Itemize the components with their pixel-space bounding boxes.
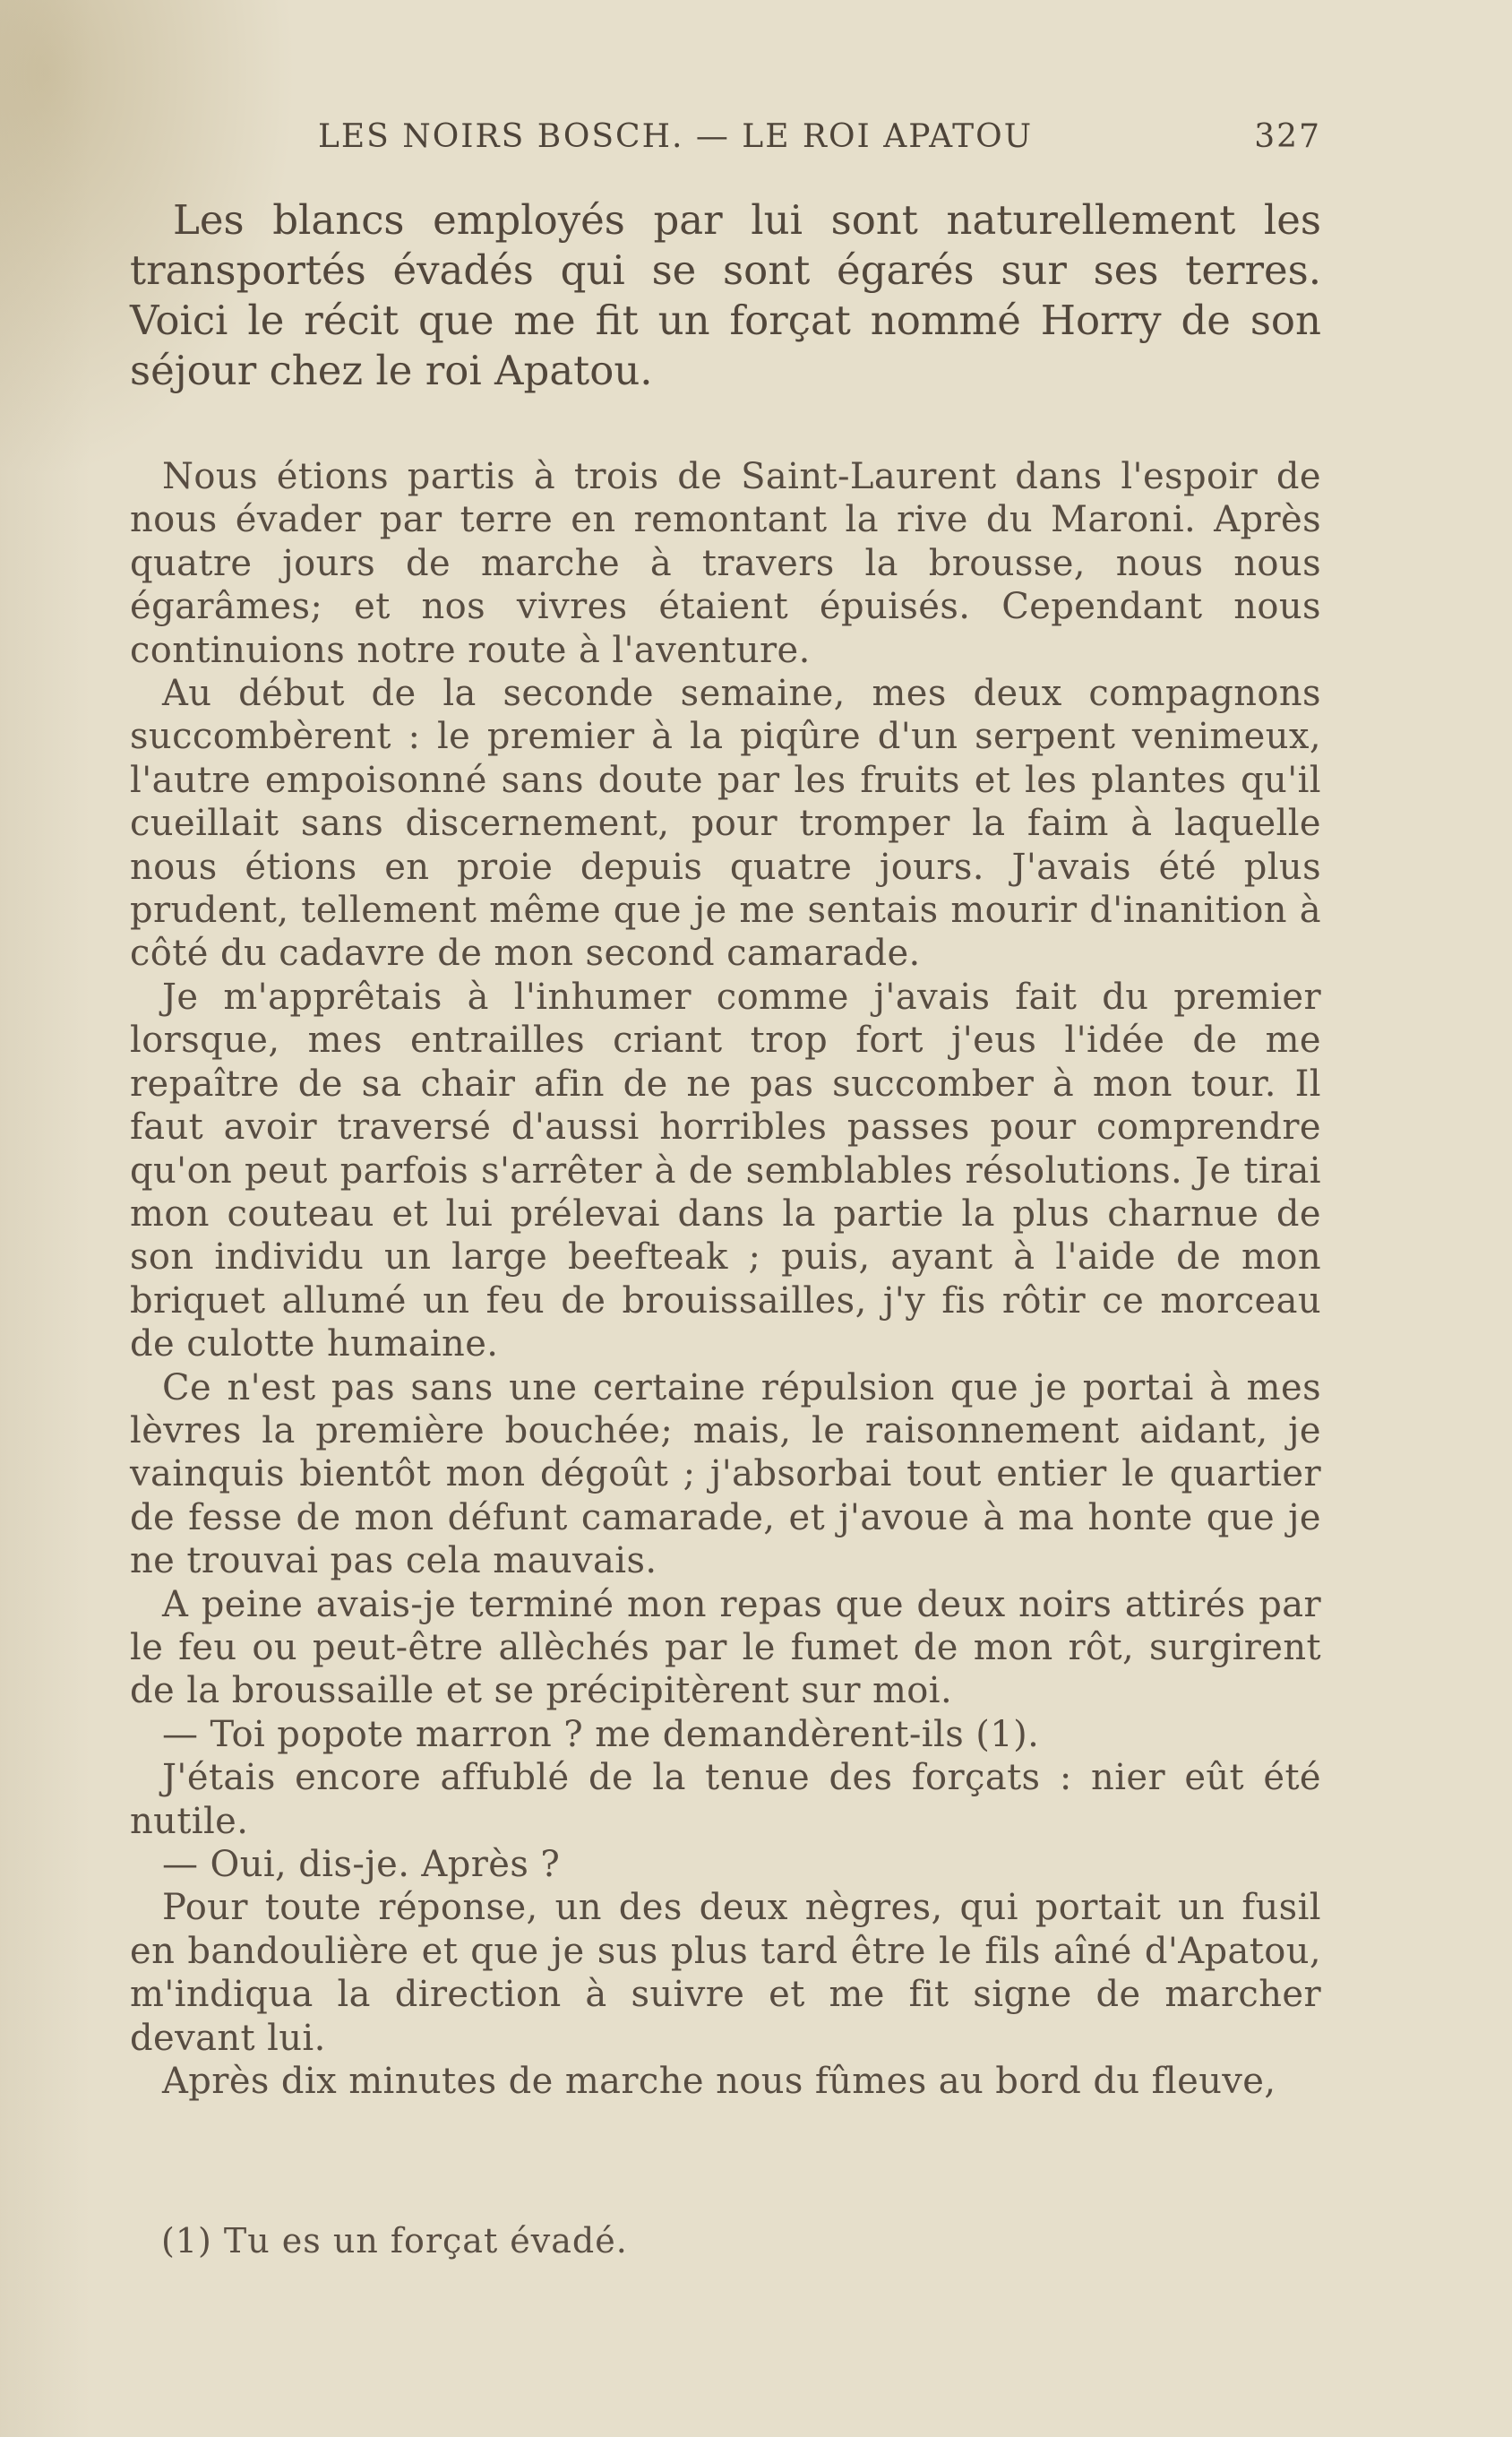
- paragraph: Au début de la seconde semaine, mes deux compagnons succombèrent : le premier à la piqûre d'un serpent venimeux, l'autre empoisonné sans doute par les fruits et les plantes qu'il cueillait sans discernement, pour tromper la faim à laquelle nous étions en proie depuis quatre jours. J'avais été plus prudent, tellement même que je me sentais mourir d'inanition à côté du cadavre de mon second camarade.: [130, 673, 1321, 975]
- intro-paragraph: Les blancs employés par lui sont naturellement les transportés évadés qui se sont égarés sur ses terres. Voici le récit que me fit un forçat nommé Horry de son séjour chez le roi Apatou.: [130, 196, 1321, 394]
- paragraph: Ce n'est pas sans une certaine répulsion que je portai à mes lèvres la première bouchée; mais, le raisonnement aidant, je vainquis bientôt mon dégoût ; j'absorbai tout entier le quartier de fesse de mon défunt camarade, et j'avoue à ma honte que je ne trouvai pas cela mauvais.: [130, 1366, 1321, 1582]
- footnote: (1) Tu es un forçat évadé.: [161, 2221, 628, 2260]
- narrative-text: [130, 455, 1321, 2103]
- paragraph: J'étais encore affublé de la tenue des forçats : nier eût été nutile.: [130, 1757, 1321, 1842]
- paragraph: Je m'apprêtais à l'inhumer comme j'avais fait du premier lorsque, mes entrailles criant trop fort j'eus l'idée de me repaître de sa chair afin de ne pas succomber à mon tour. Il faut avoir traversé d'aussi horribles passes pour comprendre qu'on peut parfois s'arrêter à de semblables résolutions. Je tirai mon couteau et lui prélevai dans la partie la plus charnue de son individu un large beefteak ; puis, ayant à l'aide de mon briquet allumé un feu de brouissailles, j'y fis rôtir ce morceau de culotte humaine.: [130, 976, 1321, 1365]
- paragraph: Nous étions partis à trois de Saint-Laurent dans l'espoir de nous évader par terre en remontant la rive du Maroni. Après quatre jours de marche à travers la brousse, nous nous égarâmes; et nos vivres étaient épuisés. Cependant nous continuions notre route à l'aventure.: [130, 456, 1321, 671]
- paragraph: Après dix minutes de marche nous fûmes au bord du fleuve,: [162, 2061, 1276, 2103]
- paragraph: Pour toute réponse, un des deux nègres, qui portait un fusil en bandoulière et que je sus plus tard être le fils aîné d'Apatou, m'indiqua la direction à suivre et me fit signe de marcher devant lui.: [130, 1887, 1321, 2059]
- intro-paragraph-block: [130, 195, 1321, 396]
- dialogue-line: — Toi popote marron ? me demandèrent-ils (1).: [162, 1713, 1040, 1755]
- page-number: 327: [1254, 118, 1321, 155]
- paragraph: A peine avais-je terminé mon repas que deux noirs attirés par le feu ou peut-être allèchés par le fumet de mon rôt, surgirent de la broussaille et se précipitèrent sur moi.: [130, 1583, 1321, 1712]
- running-title: LES NOIRS BOSCH. — LE ROI APATOU: [318, 118, 1034, 155]
- running-head: [318, 118, 1321, 163]
- dialogue-line: — Oui, dis-je. Après ?: [162, 1844, 561, 1885]
